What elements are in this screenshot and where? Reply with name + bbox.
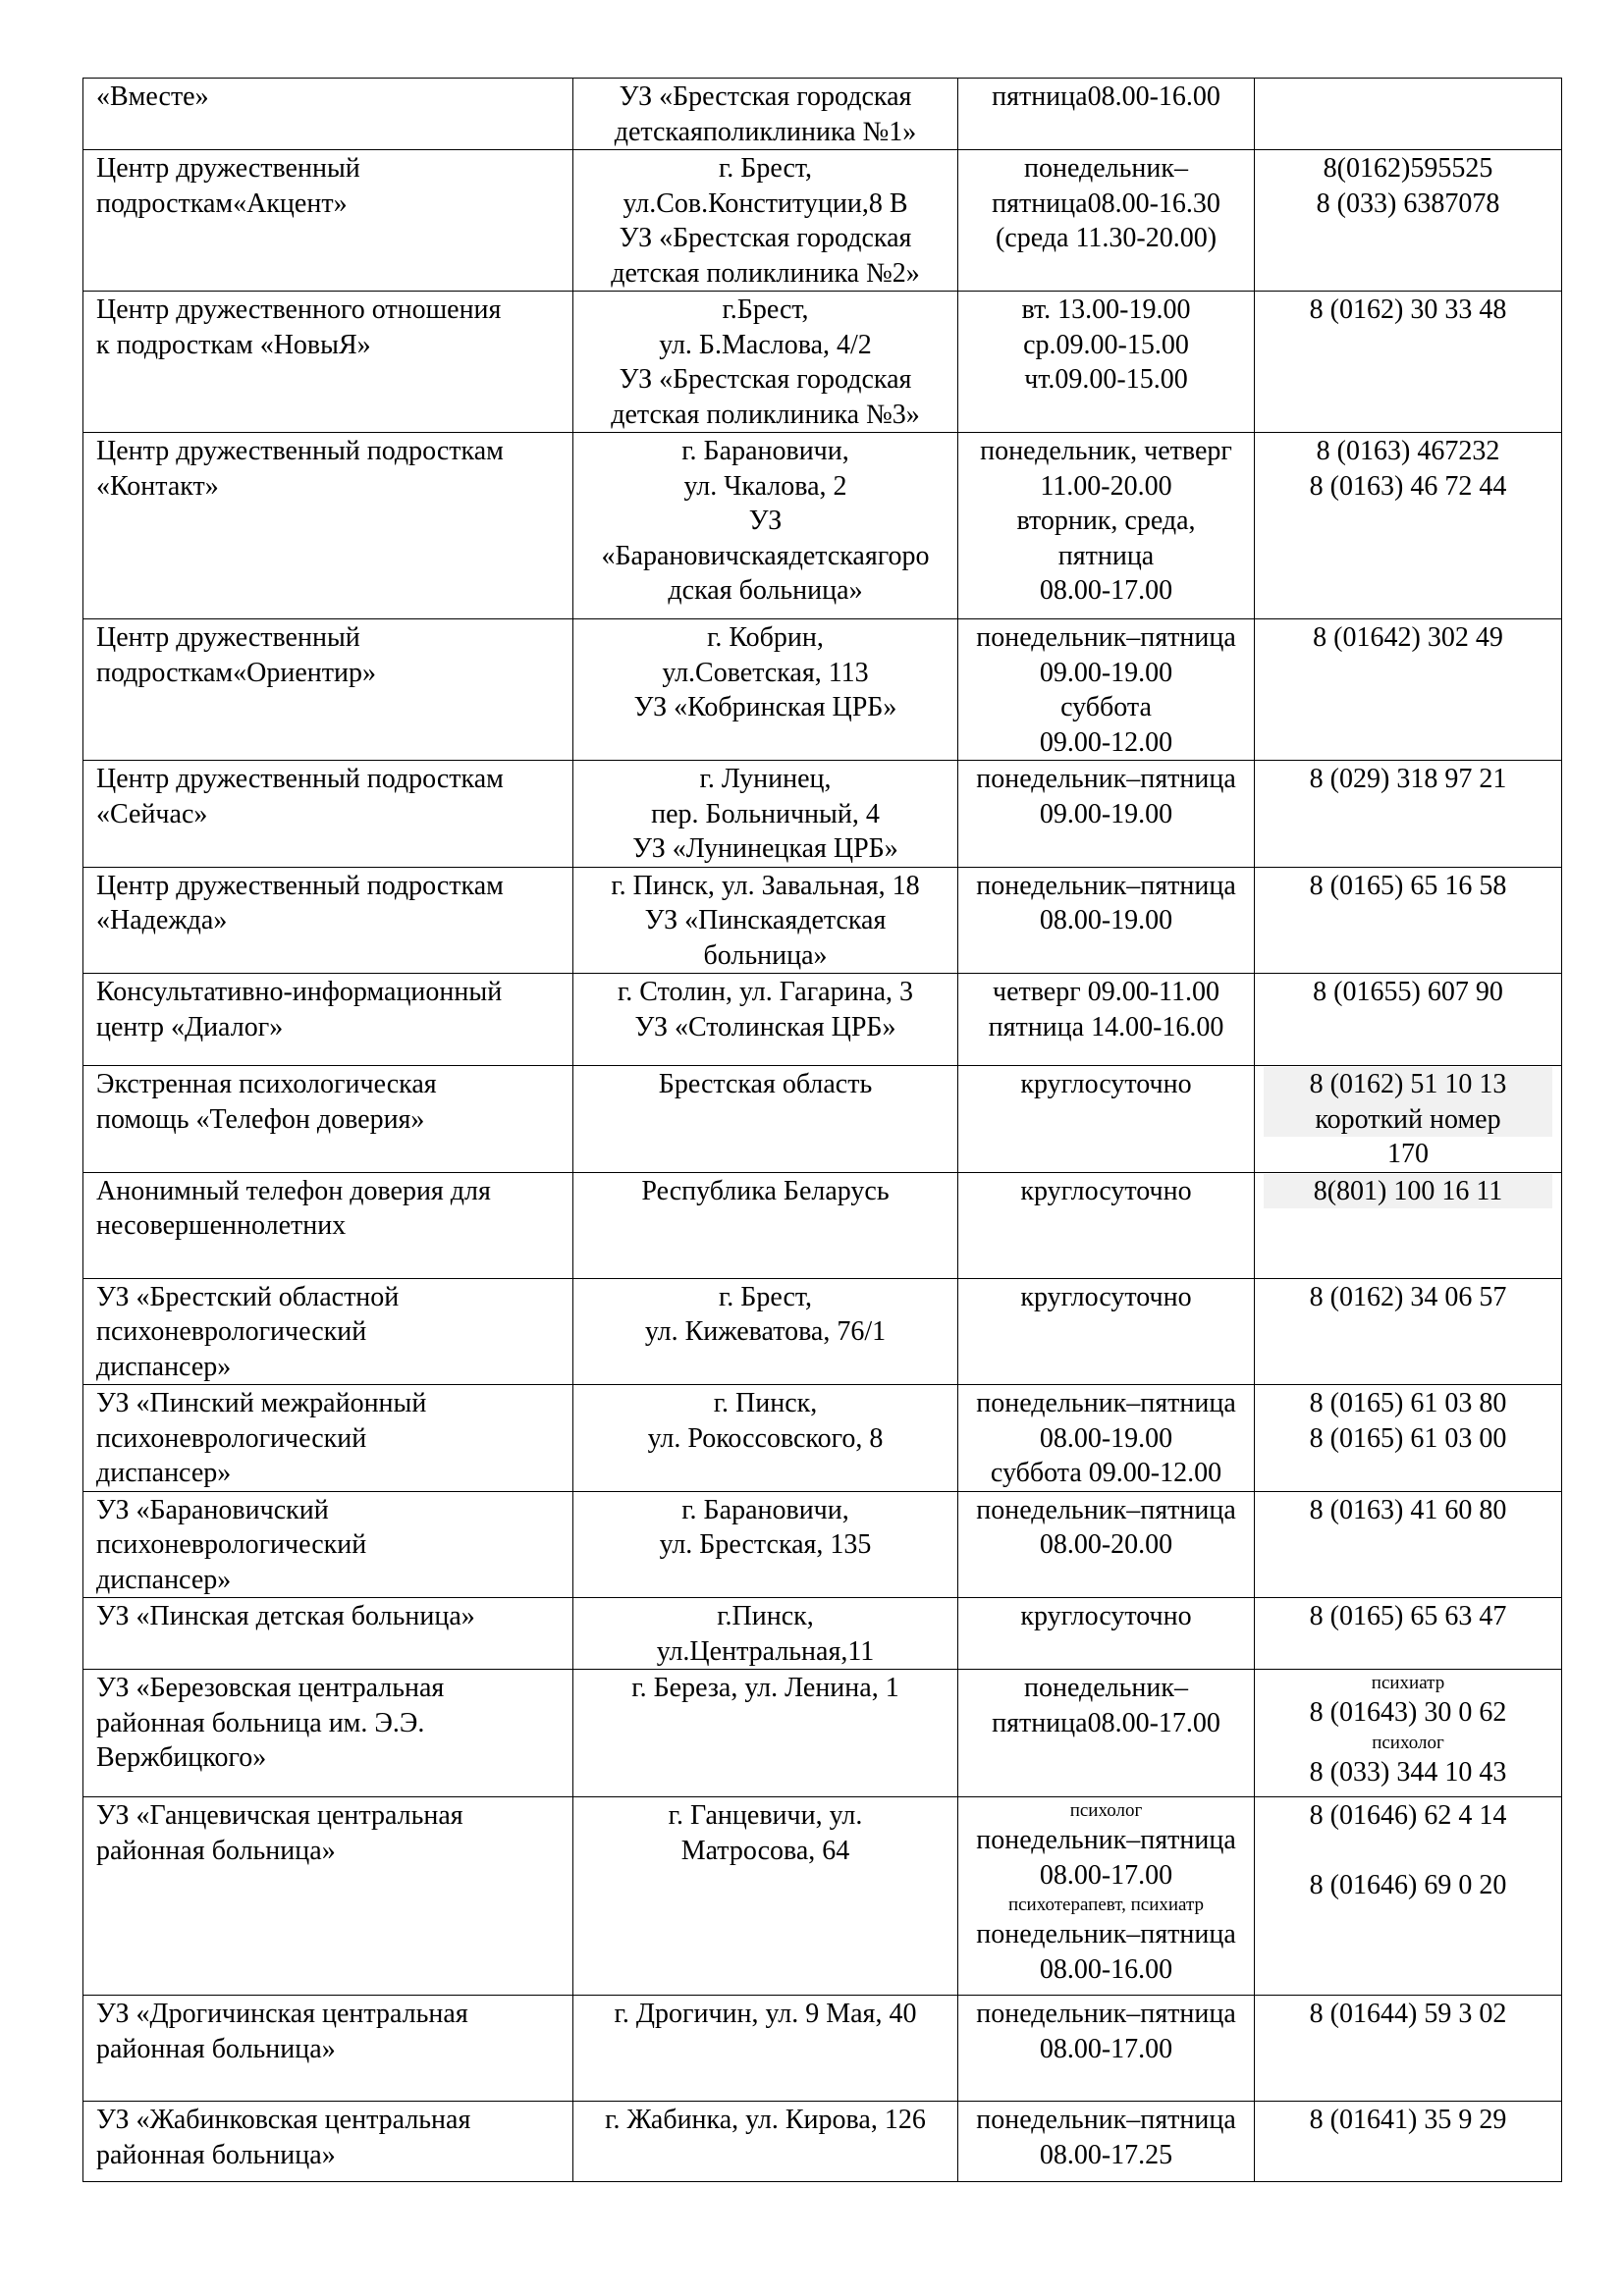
organization-address <box>573 2102 958 2182</box>
organization-name-line: УЗ «Пинская детская больница» <box>96 1601 475 1631</box>
organization-name-line: «Сейчас» <box>96 798 208 829</box>
organization-address <box>573 1598 958 1670</box>
phone-numbers-line: 8 (0163) 467232 <box>1316 436 1500 466</box>
working-hours-line: понедельник–пятница <box>976 622 1236 653</box>
organization-address-line: УЗ «Кобринская ЦРБ» <box>633 692 897 722</box>
phone-numbers-line: психиатр <box>1371 1673 1445 1693</box>
working-hours <box>958 1066 1255 1173</box>
working-hours-line: пятница08.00-17.00 <box>992 1707 1220 1738</box>
organization-name <box>83 2102 573 2182</box>
organization-name-line: подросткам«Ориентир» <box>96 657 376 688</box>
working-hours-line: понедельник–пятница <box>976 764 1236 794</box>
working-hours-line: вторник, среда, <box>1016 506 1196 536</box>
document-page <box>82 78 1561 2182</box>
working-hours-line: суббота <box>1060 692 1152 722</box>
phone-numbers <box>1255 867 1562 974</box>
organization-name <box>83 1996 573 2102</box>
organization-address-line: УЗ «Брестская городская <box>619 223 912 253</box>
organization-name-line: Консультативно-информационный <box>96 977 503 1007</box>
organization-name-line: УЗ «Дрогичинская центральная <box>96 1999 468 2029</box>
organization-name <box>83 150 573 292</box>
organization-address-line: детская поликлиника №2» <box>611 257 920 289</box>
working-hours <box>958 150 1255 292</box>
organization-name <box>83 1172 573 1278</box>
organization-name-line: районная больница» <box>96 2033 336 2064</box>
working-hours-line: круглосуточно <box>1020 1281 1192 1312</box>
working-hours-line: круглосуточно <box>1020 1069 1192 1099</box>
organization-name-line: Центр дружественный подросткам <box>96 764 504 794</box>
organization-name-line: подросткам«Акцент» <box>96 187 348 219</box>
organization-address <box>573 433 958 619</box>
contacts-table-body <box>83 79 1562 2182</box>
working-hours-line: (среда 11.30-20.00) <box>995 223 1218 253</box>
organization-name <box>83 619 573 761</box>
working-hours-line: 09.00-12.00 <box>1039 726 1173 758</box>
working-hours-line: 08.00-20.00 <box>1039 1529 1173 1560</box>
organization-name-line: Центр дружественный подросткам <box>96 870 504 901</box>
organization-address-line: г. Столин, ул. Гагарина, 3 <box>617 977 914 1007</box>
organization-address-line: «Барановичскаядетскаягоро <box>601 540 930 571</box>
organization-name-line: психоневрологический <box>96 1422 367 1454</box>
organization-name-line: помощь «Телефон доверия» <box>96 1103 425 1135</box>
organization-address-line: ул. Брестская, 135 <box>659 1529 872 1560</box>
organization-address <box>573 1385 958 1492</box>
organization-address-line: г. Пинск, ул. Завальная, 18 <box>611 870 920 901</box>
phone-numbers-line: короткий номер <box>1264 1102 1552 1138</box>
table-row <box>83 292 1562 433</box>
contacts-table <box>82 78 1562 2182</box>
phone-numbers-line: 8 (0162) 30 33 48 <box>1309 294 1507 325</box>
working-hours-line: понедельник–пятница <box>976 1999 1236 2029</box>
organization-name-line: «Надежда» <box>96 905 228 935</box>
working-hours-line: чт.09.00-15.00 <box>1024 364 1188 395</box>
working-hours <box>958 1491 1255 1598</box>
table-row <box>83 1670 1562 1797</box>
phone-numbers <box>1255 292 1562 433</box>
working-hours-line: 09.00-19.00 <box>1039 798 1173 829</box>
organization-address-line: Матросова, 64 <box>680 1835 850 1866</box>
phone-numbers <box>1255 2102 1562 2182</box>
organization-address-line: г. Жабинка, ул. Кирова, 126 <box>605 2105 926 2135</box>
organization-name-line: диспансер» <box>96 1458 232 1488</box>
table-row <box>83 1598 1562 1670</box>
organization-name <box>83 1491 573 1598</box>
phone-numbers <box>1255 1491 1562 1598</box>
phone-numbers-line: 8 (0165) 61 03 80 <box>1309 1388 1507 1418</box>
phone-numbers <box>1255 1385 1562 1492</box>
organization-address-line: ул. Чкалова, 2 <box>683 470 847 502</box>
working-hours-line: суббота 09.00-12.00 <box>990 1458 1222 1488</box>
phone-numbers <box>1255 619 1562 761</box>
organization-address-line: ул. Кижеватова, 76/1 <box>644 1316 887 1347</box>
organization-address-line: пер. Больничный, 4 <box>651 798 880 829</box>
organization-address <box>573 761 958 868</box>
phone-numbers-line: 8 (033) 6387078 <box>1316 187 1500 219</box>
working-hours <box>958 1598 1255 1670</box>
working-hours <box>958 867 1255 974</box>
organization-name <box>83 292 573 433</box>
working-hours-line: пятница <box>1057 540 1155 571</box>
organization-address-line: ул. Рокоссовского, 8 <box>647 1422 884 1454</box>
organization-address-line: г. Брест, <box>718 1281 813 1312</box>
working-hours-line: 11.00-20.00 <box>1040 470 1172 502</box>
table-row <box>83 619 1562 761</box>
organization-name-line: несовершеннолетних <box>96 1210 347 1241</box>
working-hours-line: 08.00-17.00 <box>1039 2033 1173 2064</box>
organization-address <box>573 1996 958 2102</box>
phone-numbers-line: 8 (01643) 30 0 62 <box>1309 1697 1507 1728</box>
organization-address <box>573 292 958 433</box>
working-hours-line: 08.00-16.00 <box>1039 1953 1173 1985</box>
working-hours-line: понедельник–пятница <box>976 870 1236 901</box>
organization-address <box>573 867 958 974</box>
phone-numbers <box>1255 433 1562 619</box>
working-hours-line: пятница08.00-16.30 <box>992 187 1220 219</box>
working-hours-line: четверг 09.00-11.00 <box>993 977 1219 1007</box>
phone-numbers-line: 8 (0165) 65 63 47 <box>1309 1601 1507 1631</box>
phone-numbers <box>1255 974 1562 1066</box>
organization-address <box>573 1670 958 1797</box>
organization-name-line: Вержбицкого» <box>96 1742 267 1773</box>
phone-numbers-line: 8(0162)595525 <box>1323 153 1493 184</box>
organization-name <box>83 761 573 868</box>
organization-address-line: детскаяполиклиника №1» <box>614 116 917 147</box>
working-hours-line: вт. 13.00-19.00 <box>1021 294 1191 325</box>
working-hours-line: пятница08.00-16.00 <box>992 81 1220 112</box>
phone-numbers-line: 8 (029) 318 97 21 <box>1309 764 1507 794</box>
organization-address-line: г. Дрогичин, ул. 9 Мая, 40 <box>614 1999 917 2029</box>
phone-numbers <box>1255 79 1562 150</box>
working-hours-line: понедельник, четверг <box>980 436 1232 466</box>
organization-address-line: г. Пинск, <box>713 1388 818 1418</box>
table-row <box>83 1996 1562 2102</box>
table-row <box>83 761 1562 868</box>
phone-numbers <box>1255 1278 1562 1385</box>
organization-name-line: диспансер» <box>96 1351 232 1382</box>
table-row <box>83 1172 1562 1278</box>
working-hours-line: понедельник–пятница <box>976 1388 1236 1418</box>
organization-name <box>83 1598 573 1670</box>
working-hours <box>958 292 1255 433</box>
phone-numbers <box>1255 150 1562 292</box>
organization-name-line: психоневрологический <box>96 1316 367 1347</box>
working-hours-line: пятница 14.00-16.00 <box>988 1011 1224 1042</box>
phone-numbers-line: 8 (01641) 35 9 29 <box>1309 2105 1507 2135</box>
working-hours <box>958 619 1255 761</box>
working-hours-line: психотерапевт, психиатр <box>1007 1895 1205 1915</box>
phone-numbers <box>1255 1670 1562 1797</box>
organization-name-line: Экстренная психологическая <box>96 1069 437 1099</box>
organization-name-line: районная больница им. Э.Э. <box>96 1707 425 1738</box>
working-hours-line: 08.00-17.00 <box>1039 575 1173 606</box>
working-hours-line: понедельник–пятница <box>976 1919 1236 1949</box>
organization-address-line: Брестская область <box>658 1069 873 1099</box>
organization-name-line: «Контакт» <box>96 470 219 502</box>
working-hours <box>958 433 1255 619</box>
organization-address <box>573 150 958 292</box>
phone-numbers-line: 8 (01655) 607 90 <box>1313 977 1503 1007</box>
organization-name <box>83 79 573 150</box>
organization-name <box>83 974 573 1066</box>
table-row <box>83 2102 1562 2182</box>
organization-name-line: «Вместе» <box>96 81 209 112</box>
organization-name-line: районная больница» <box>96 2139 336 2170</box>
organization-address <box>573 1797 958 1996</box>
organization-address-line: г. Брест, <box>718 153 813 184</box>
working-hours-line: 08.00-19.00 <box>1039 905 1173 935</box>
organization-address-line: УЗ «Лунинецкая ЦРБ» <box>632 833 898 864</box>
organization-name-line: УЗ «Березовская центральная <box>96 1673 445 1703</box>
working-hours <box>958 1996 1255 2102</box>
organization-name <box>83 867 573 974</box>
table-row <box>83 974 1562 1066</box>
working-hours <box>958 1278 1255 1385</box>
working-hours-line: понедельник– <box>1023 1673 1188 1703</box>
phone-numbers-line: 8 (0165) 61 03 00 <box>1309 1422 1507 1454</box>
organization-address <box>573 619 958 761</box>
phone-numbers <box>1255 1066 1562 1173</box>
phone-numbers-line: 8 (0163) 46 72 44 <box>1309 470 1507 502</box>
phone-numbers <box>1255 761 1562 868</box>
phone-numbers <box>1255 1797 1562 1996</box>
working-hours-line: понедельник–пятница <box>976 1494 1236 1525</box>
table-row <box>83 1491 1562 1598</box>
organization-address-line: ул. Б.Маслова, 4/2 <box>659 329 872 360</box>
organization-address <box>573 974 958 1066</box>
phone-numbers-line: 8(801) 100 16 11 <box>1264 1174 1552 1209</box>
organization-address-line: ул.Советская, 113 <box>662 657 869 688</box>
working-hours-line: понедельник–пятница <box>976 1825 1236 1855</box>
organization-name <box>83 433 573 619</box>
table-row <box>83 867 1562 974</box>
organization-name-line: Центр дружественный подросткам <box>96 436 504 466</box>
organization-address-line: УЗ «Брестская городская <box>619 364 912 395</box>
working-hours-line: понедельник– <box>1023 153 1188 184</box>
working-hours <box>958 2102 1255 2182</box>
organization-name-line: к подросткам «НовыЯ» <box>96 329 371 360</box>
phone-numbers-line: 8 (0162) 51 10 13 <box>1264 1067 1552 1102</box>
organization-name <box>83 1670 573 1797</box>
working-hours <box>958 1385 1255 1492</box>
working-hours <box>958 1797 1255 1996</box>
working-hours-line: 09.00-19.00 <box>1039 657 1173 688</box>
phone-numbers-line <box>1264 1834 1552 1869</box>
table-row <box>83 79 1562 150</box>
organization-address-line: г. Лунинец, <box>699 764 832 794</box>
phone-numbers-line: психолог <box>1372 1732 1444 1753</box>
phone-numbers-line: 8 (0163) 41 60 80 <box>1309 1494 1507 1525</box>
working-hours <box>958 761 1255 868</box>
phone-numbers <box>1255 1996 1562 2102</box>
phone-numbers-line: 8 (01644) 59 3 02 <box>1309 1999 1507 2029</box>
working-hours-line: 08.00-17.00 <box>1039 1859 1173 1891</box>
table-row <box>83 1385 1562 1492</box>
organization-address-line: УЗ «Брестская городская <box>619 81 912 112</box>
phone-numbers-line: 8 (0165) 65 16 58 <box>1309 870 1507 901</box>
working-hours <box>958 79 1255 150</box>
working-hours-line: ср.09.00-15.00 <box>1023 329 1189 360</box>
organization-address <box>573 1172 958 1278</box>
organization-name-line: УЗ «Пинский межрайонный <box>96 1388 427 1418</box>
organization-address-line: ул.Центральная,11 <box>656 1635 875 1667</box>
organization-name-line: Центр дружественный <box>96 153 360 184</box>
organization-address-line: детская поликлиника №3» <box>611 399 920 430</box>
phone-numbers-line: 170 <box>1387 1139 1429 1169</box>
phone-numbers <box>1255 1598 1562 1670</box>
organization-address-line: г.Брест, <box>722 294 809 325</box>
working-hours <box>958 1670 1255 1797</box>
organization-address-line: г. Барановичи, <box>681 1494 849 1525</box>
organization-name-line: психоневрологический <box>96 1529 367 1560</box>
phone-numbers-line: 8 (01646) 69 0 20 <box>1309 1870 1507 1900</box>
organization-name <box>83 1797 573 1996</box>
organization-name <box>83 1066 573 1173</box>
working-hours-line: 08.00-19.00 <box>1039 1422 1173 1454</box>
organization-name-line: Анонимный телефон доверия для <box>96 1175 491 1206</box>
organization-address-line: больница» <box>703 939 828 971</box>
organization-name-line: УЗ «Барановичский <box>96 1494 329 1525</box>
organization-name-line: Центр дружественного отношения <box>96 294 502 325</box>
organization-address-line: г.Пинск, <box>717 1601 814 1631</box>
organization-address <box>573 1066 958 1173</box>
table-row <box>83 1066 1562 1173</box>
working-hours-line: психолог <box>1069 1800 1143 1821</box>
organization-address-line: ул.Сов.Конституции,8 В <box>623 187 908 219</box>
organization-address-line: Республика Беларусь <box>641 1175 890 1206</box>
organization-address <box>573 1491 958 1598</box>
table-row <box>83 1797 1562 1996</box>
phone-numbers-line: 8 (01646) 62 4 14 <box>1309 1800 1507 1831</box>
organization-address <box>573 79 958 150</box>
phone-numbers-line: 8 (033) 344 10 43 <box>1309 1756 1507 1788</box>
organization-address-line: УЗ <box>748 506 783 536</box>
organization-address-line: г. Барановичи, <box>681 436 849 466</box>
working-hours-line: круглосуточно <box>1020 1175 1192 1206</box>
organization-name <box>83 1385 573 1492</box>
working-hours-line: 08.00-17.25 <box>1039 2139 1173 2170</box>
working-hours <box>958 974 1255 1066</box>
phone-numbers <box>1255 1172 1562 1278</box>
table-row <box>83 150 1562 292</box>
organization-name-line: УЗ «Брестский областной <box>96 1281 400 1312</box>
organization-name-line: Центр дружественный <box>96 622 360 653</box>
phone-numbers-line: 8 (01642) 302 49 <box>1313 622 1503 653</box>
working-hours-line: понедельник–пятница <box>976 2105 1236 2135</box>
organization-name-line: центр «Диалог» <box>96 1011 284 1042</box>
table-row <box>83 1278 1562 1385</box>
organization-address-line: дская больница» <box>668 575 863 606</box>
working-hours <box>958 1172 1255 1278</box>
organization-name-line: диспансер» <box>96 1564 232 1595</box>
organization-address-line: г. Ганцевичи, ул. <box>668 1800 863 1831</box>
organization-address-line: г. Кобрин, <box>707 622 824 653</box>
working-hours-line: круглосуточно <box>1020 1601 1192 1631</box>
organization-address-line: УЗ «Пинскаядетская <box>644 905 887 935</box>
table-row <box>83 433 1562 619</box>
organization-address <box>573 1278 958 1385</box>
organization-address-line: УЗ «Столинская ЦРБ» <box>634 1011 896 1042</box>
organization-name <box>83 1278 573 1385</box>
organization-name-line: УЗ «Жабинковская центральная <box>96 2105 471 2135</box>
organization-name-line: районная больница» <box>96 1835 336 1866</box>
organization-name-line: УЗ «Ганцевичская центральная <box>96 1800 463 1831</box>
phone-numbers-line: 8 (0162) 34 06 57 <box>1309 1281 1507 1312</box>
organization-address-line: г. Береза, ул. Ленина, 1 <box>631 1673 899 1703</box>
